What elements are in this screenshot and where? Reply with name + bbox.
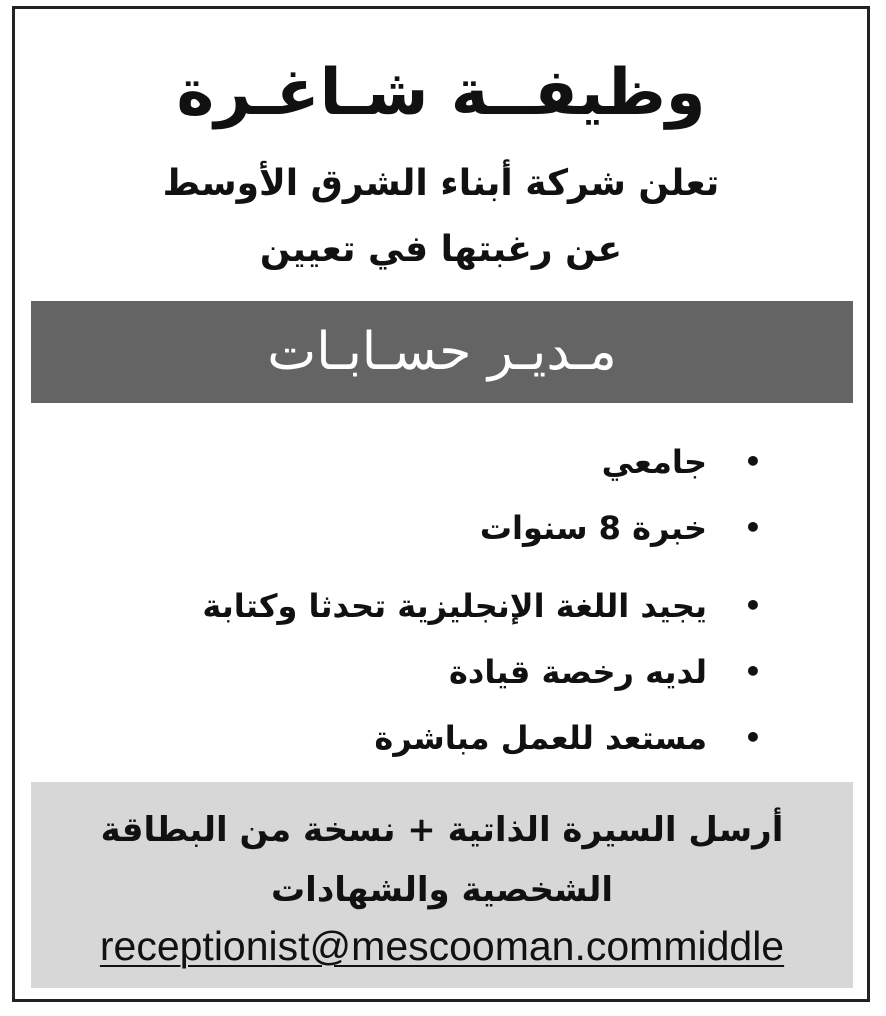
bullet-icon: • xyxy=(744,445,762,478)
requirement-item xyxy=(202,639,777,705)
requirement-item xyxy=(202,495,777,561)
requirement-item xyxy=(202,705,777,771)
requirement-text: خبرة 8 سنوات xyxy=(479,509,707,547)
ad-title: وظيفــة شـاغـرة xyxy=(176,56,706,130)
bullet-icon: • xyxy=(744,655,762,688)
apply-line-2: الشخصية والشهادات xyxy=(271,870,613,910)
intro-line-1: تعلن شركة أبناء الشرق الأوسط xyxy=(162,163,720,204)
bullet-icon: • xyxy=(744,721,762,754)
position-band xyxy=(31,301,853,403)
requirement-text: مستعد للعمل مباشرة xyxy=(374,719,707,757)
email-link[interactable]: receptionist@mescooman.commiddle xyxy=(99,923,785,969)
bullet-icon: • xyxy=(744,511,762,544)
apply-instructions-box xyxy=(31,782,853,988)
intro-line-2: عن رغبتها في تعيين xyxy=(259,229,623,270)
position-title: مـديـر حسـابـات xyxy=(267,322,617,382)
requirement-text: جامعي xyxy=(601,443,707,481)
requirement-item xyxy=(202,573,777,639)
requirement-item xyxy=(202,429,777,495)
requirement-text: لديه رخصة قيادة xyxy=(449,653,707,691)
requirement-text: يجيد اللغة الإنجليزية تحدثا وكتابة xyxy=(202,587,707,625)
requirements-list xyxy=(202,429,777,771)
job-ad-frame xyxy=(12,6,870,1002)
bullet-icon: • xyxy=(744,589,762,622)
apply-line-1: أرسل السيرة الذاتية + نسخة من البطاقة xyxy=(100,810,784,850)
